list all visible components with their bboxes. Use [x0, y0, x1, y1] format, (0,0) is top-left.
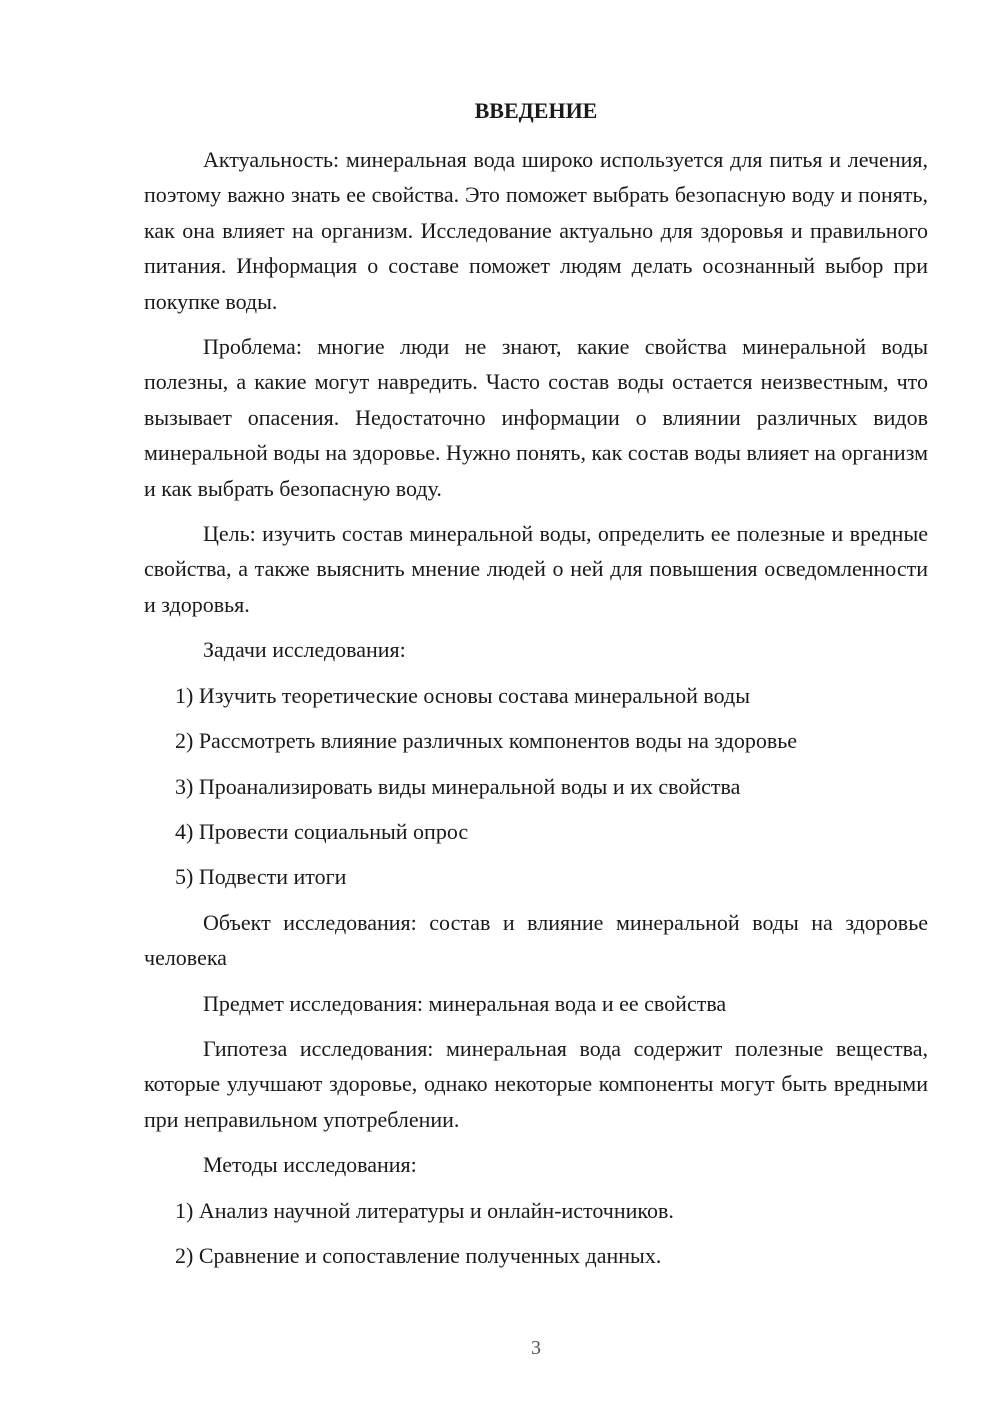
list-item: 2) Сравнение и сопоставление полученных данных.: [175, 1242, 662, 1268]
document-page: [144, 0, 928, 1414]
list-item: 5) Подвести итоги: [175, 864, 347, 890]
list-item: 3) Проанализировать виды минеральной воды и их свойства: [175, 773, 741, 799]
tasks-heading: Задачи исследования:: [203, 637, 406, 663]
methods-list: [144, 1193, 928, 1274]
problem-paragraph: Проблема: многие люди не знают, какие свойства минеральной воды полезны, а какие могут навредить. Часто состав воды остается неизвестным, что вызывает опасения. Недостаточно информации о влиянии различных видов минеральной воды на здоровье. Нужно понять, как состав воды влияет на организм и как выбрать безопасную воду.: [144, 334, 928, 501]
page-title: ВВЕДЕНИЕ: [474, 98, 598, 123]
page-number: 3: [531, 1337, 541, 1359]
tasks-list: [144, 678, 928, 895]
methods-heading: Методы исследования:: [203, 1152, 417, 1178]
list-item: 2) Рассмотреть влияние различных компонентов воды на здоровье: [175, 728, 798, 754]
list-item: 1) Изучить теоретические основы состава минеральной воды: [175, 682, 750, 708]
list-item: 4) Провести социальный опрос: [175, 818, 469, 844]
relevance-paragraph: Актуальность: минеральная вода широко используется для питья и лечения, поэтому важно знать ее свойства. Это поможет выбрать безопасную воду и понять, как она влияет на организм. Исследование актуально для здоровья и правильного питания. Информация о составе поможет людям делать осознанный выбор при покупке воды.: [144, 147, 928, 314]
hypothesis-paragraph: Гипотеза исследования: минеральная вода содержит полезные вещества, которые улучшают здоровье, однако некоторые компоненты могут быть вредными при неправильном употреблении.: [144, 1035, 928, 1132]
goal-paragraph: Цель: изучить состав минеральной воды, определить ее полезные и вредные свойства, а также выяснить мнение людей о ней для повышения осведомленности и здоровья.: [144, 521, 928, 617]
document-body: [144, 142, 928, 1283]
object-paragraph: Объект исследования: состав и влияние минеральной воды на здоровье человека: [144, 909, 928, 971]
list-item: 1) Анализ научной литературы и онлайн-источников.: [175, 1197, 674, 1223]
subject-paragraph: Предмет исследования: минеральная вода и ее свойства: [203, 990, 727, 1016]
